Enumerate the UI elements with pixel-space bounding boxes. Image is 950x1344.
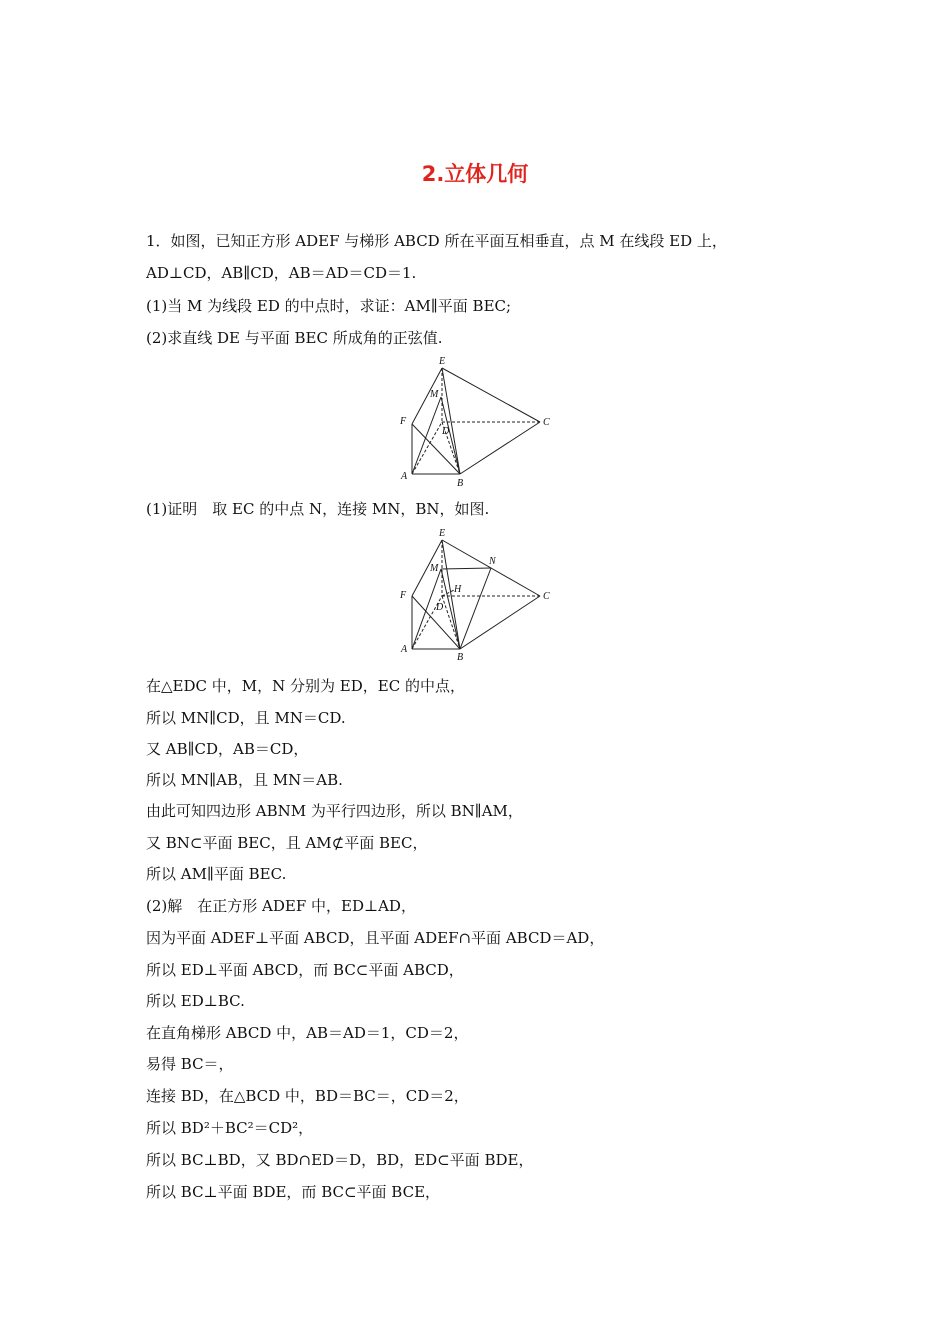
fig2-label-E: E	[439, 528, 446, 539]
problem-part-2: (2)求直线 DE 与平面 BEC 所成角的正弦值.	[146, 329, 443, 347]
solution-line: 所以 BC⊥平面 BDE，而 BC⊂平面 BCE，	[146, 1183, 441, 1201]
solution-line: 所以 MN∥CD，且 MN＝CD.	[146, 709, 346, 727]
figure-1-geometry	[396, 352, 556, 496]
fig2-label-A: A	[401, 644, 408, 655]
fig2-label-N: N	[489, 556, 496, 567]
solution-line: 易得 BC＝，	[146, 1055, 234, 1073]
solution-line: 因为平面 ADEF⊥平面 ABCD，且平面 ADEF∩平面 ABCD＝AD，	[146, 929, 605, 947]
fig1-label-D: D	[442, 426, 450, 437]
solution-line: (2)解 在正方形 ADEF 中，ED⊥AD，	[146, 897, 416, 915]
proof-intro: (1)证明 取 EC 的中点 N，连接 MN，BN，如图.	[146, 500, 490, 518]
solution-line: 所以 BC⊥BD，又 BD∩ED＝D，BD，ED⊂平面 BDE，	[146, 1151, 534, 1169]
solution-line: 所以 ED⊥平面 ABCD，而 BC⊂平面 ABCD，	[146, 961, 464, 979]
solution-line: 所以 BD²＋BC²＝CD²，	[146, 1119, 314, 1137]
fig1-label-C: C	[543, 417, 550, 428]
problem-line-2: AD⊥CD，AB∥CD，AB＝AD＝CD＝1.	[146, 264, 417, 282]
solution-line: 在△EDC 中，M，N 分别为 ED，EC 的中点，	[146, 677, 465, 695]
solution-line: 又 BN⊂平面 BEC，且 AM⊄平面 BEC，	[146, 834, 428, 852]
fig2-label-C: C	[543, 591, 550, 602]
solution-line: 在直角梯形 ABCD 中，AB＝AD＝1，CD＝2，	[146, 1024, 469, 1042]
page-title: 2.立体几何	[421, 162, 529, 186]
fig2-label-H: H	[454, 584, 462, 595]
solution-line: 所以 ED⊥BC.	[146, 992, 245, 1010]
fig2-label-D: D	[436, 602, 444, 613]
fig1-label-A: A	[401, 471, 408, 482]
fig1-label-B: B	[457, 478, 464, 489]
solution-line: 所以 MN∥AB，且 MN＝AB.	[146, 771, 343, 789]
figure-2-geometry	[396, 524, 556, 668]
solution-line: 连接 BD，在△BCD 中，BD＝BC＝，CD＝2，	[146, 1087, 469, 1105]
solution-line: 由此可知四边形 ABNM 为平行四边形，所以 BN∥AM，	[146, 802, 523, 820]
fig1-label-E: E	[439, 356, 446, 367]
solution-line: 又 AB∥CD，AB＝CD，	[146, 740, 309, 758]
fig1-label-M: M	[430, 389, 439, 400]
problem-line-1: 1．如图，已知正方形 ADEF 与梯形 ABCD 所在平面互相垂直，点 M 在线段 ED 上，	[146, 232, 727, 250]
fig1-label-F: F	[400, 416, 407, 427]
fig2-label-F: F	[400, 590, 407, 601]
fig2-label-B: B	[457, 652, 464, 663]
solution-line: 所以 AM∥平面 BEC.	[146, 865, 287, 883]
fig2-label-M: M	[430, 563, 439, 574]
problem-part-1: (1)当 M 为线段 ED 的中点时，求证：AM∥平面 BEC;	[146, 297, 512, 315]
